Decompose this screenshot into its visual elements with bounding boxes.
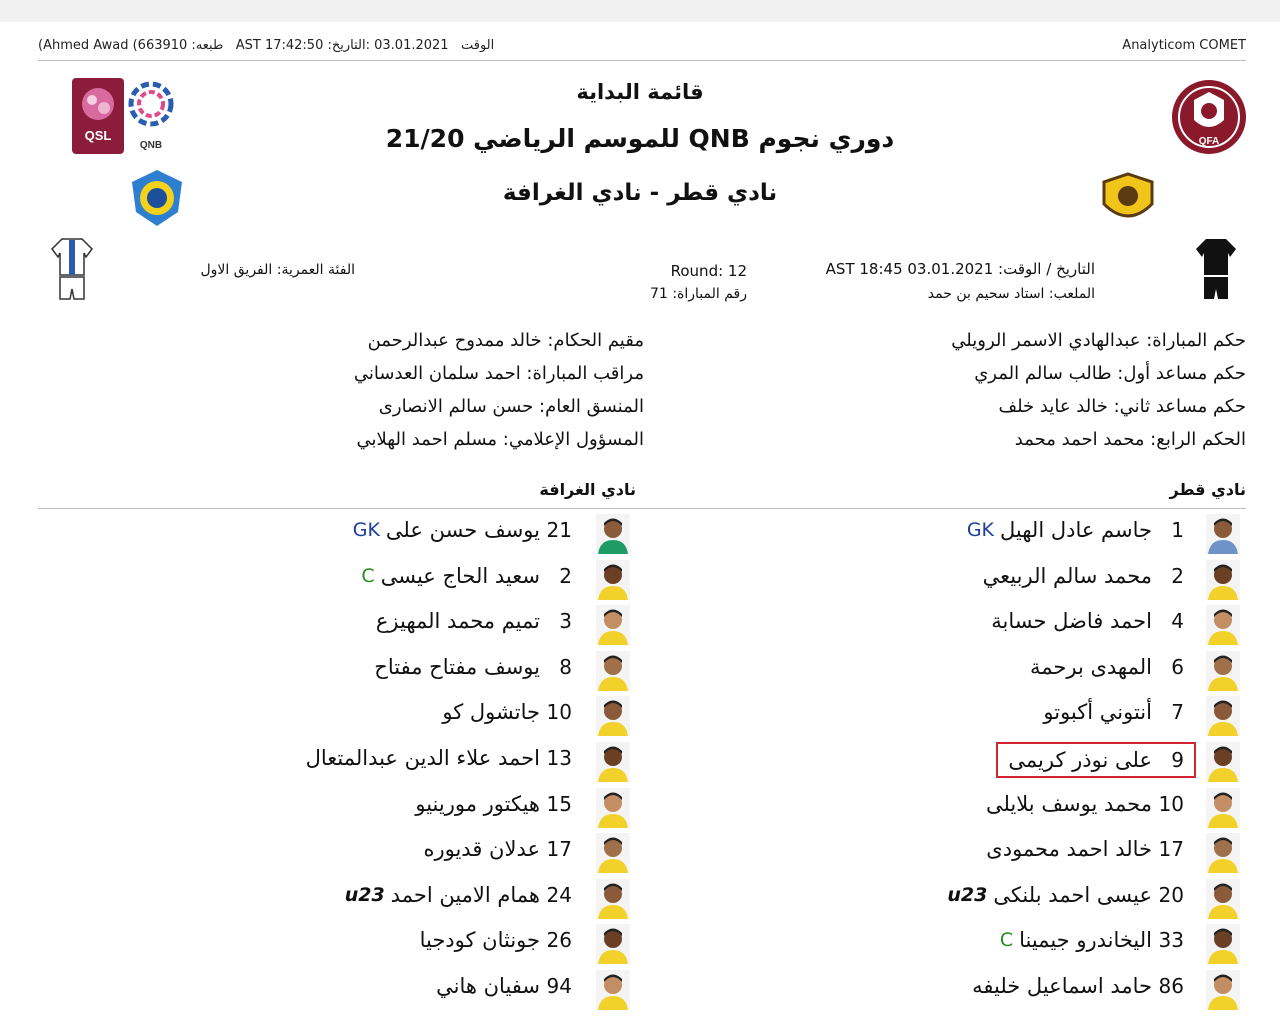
age-group: الفئة العمرية: الفريق الاول xyxy=(200,262,355,278)
player-name: المهدى برحمة xyxy=(1029,654,1152,679)
player-row xyxy=(345,883,572,907)
player-name: يوسف مفتاح مفتاح xyxy=(374,654,540,679)
player-photo xyxy=(596,605,630,645)
player-photo xyxy=(1206,924,1240,964)
player-number: 10 xyxy=(546,700,572,725)
player-name: تميم محمد المهيزع xyxy=(375,609,540,634)
printed-by: (Ahmed Awad (663910 :طبعه xyxy=(38,38,224,53)
player-photo xyxy=(596,924,630,964)
player-photo xyxy=(596,833,630,873)
player-row xyxy=(972,974,1184,998)
player-number: 13 xyxy=(546,746,572,770)
player-number: 8 xyxy=(559,654,572,679)
player-photo xyxy=(1206,696,1240,736)
official-line: الحكم الرابع: محمد احمد محمد xyxy=(1014,429,1246,450)
player-row xyxy=(986,792,1184,816)
official-line: مراقب المباراة: احمد سلمان العدساني xyxy=(353,363,644,384)
player-row xyxy=(442,700,572,724)
player-name: جونثان كودجيا xyxy=(419,928,540,953)
officials-right xyxy=(951,330,1246,462)
official-line: المسؤول الإعلامي: مسلم احمد الهلابي xyxy=(356,429,644,450)
highlighted-player-row xyxy=(996,742,1196,778)
player-name: خالد احمد محمودى xyxy=(986,837,1152,862)
player-number: 33 xyxy=(1158,928,1184,953)
player-number: 24 xyxy=(546,882,572,907)
player-name: هيكتور مورينيو xyxy=(415,791,540,816)
player-name: سعيد الحاج عيسى xyxy=(380,563,540,588)
player-photo xyxy=(1206,514,1240,554)
player-photo xyxy=(596,879,630,919)
header-divider xyxy=(38,60,1246,61)
player-row xyxy=(1030,655,1184,679)
player-photo xyxy=(596,514,630,554)
player-name: جاتشول كو xyxy=(442,700,540,725)
player-number: 3 xyxy=(559,609,572,634)
player-row xyxy=(1000,928,1184,952)
player-photo xyxy=(1206,560,1240,600)
player-row xyxy=(991,609,1184,633)
list-title: قائمة البداية xyxy=(576,80,704,104)
player-photo xyxy=(1206,788,1240,828)
player-name: عيسى احمد بلنكى xyxy=(993,882,1152,907)
player-photo xyxy=(596,651,630,691)
player-photo xyxy=(1206,833,1240,873)
print-info xyxy=(38,38,494,53)
brand-name: Analyticom COMET xyxy=(1122,38,1246,53)
player-name: أنتوني أكبوتو xyxy=(1043,700,1152,725)
player-number: 20 xyxy=(1158,882,1184,907)
player-row xyxy=(415,792,572,816)
player-row xyxy=(361,564,572,588)
player-number: 6 xyxy=(1171,654,1184,679)
player-photo xyxy=(1206,970,1240,1010)
player-name: حامد اسماعيل خليفه xyxy=(972,974,1152,998)
teams-divider xyxy=(38,508,1246,509)
player-row xyxy=(986,837,1184,861)
player-photo xyxy=(596,742,630,782)
captain-tag: C xyxy=(361,564,375,587)
match-round: Round: 12 xyxy=(670,262,747,280)
league-title: دوري نجوم QNB للموسم الرياضي 21/20 xyxy=(385,124,895,153)
match-number: رقم المباراة: 71 xyxy=(650,286,747,302)
goalkeeper-tag: GK xyxy=(966,519,994,541)
player-row xyxy=(306,746,572,770)
match-sheet xyxy=(0,22,1280,1024)
player-row xyxy=(423,837,572,861)
u23-tag: u23 xyxy=(947,883,988,906)
player-number: 7 xyxy=(1171,700,1184,725)
player-name: محمد سالم الربيعي xyxy=(982,563,1152,588)
player-row xyxy=(374,655,572,679)
captain-tag: C xyxy=(999,929,1014,952)
player-number: 94 xyxy=(546,974,572,998)
player-photo xyxy=(596,970,630,1010)
official-line: مقيم الحكام: خالد ممدوح عبدالرحمن xyxy=(367,330,644,351)
player-name: يوسف حسن على xyxy=(385,518,540,542)
player-row xyxy=(947,883,1184,907)
print-date: 03.01.2021 :التاريخ xyxy=(331,38,449,53)
player-number: 1 xyxy=(1171,518,1184,542)
match-stadium: الملعب: استاد سحيم بن حمد xyxy=(927,286,1095,302)
official-line: حكم مساعد أول: طالب سالم المري xyxy=(974,363,1246,384)
officials-left xyxy=(354,330,644,462)
player-number: 10 xyxy=(1158,791,1184,816)
player-name: سفيان هاني xyxy=(436,974,540,998)
player-row xyxy=(983,564,1184,588)
player-name: اليخاندرو جيمينا xyxy=(1019,928,1152,953)
player-name: همام الامين احمد xyxy=(390,882,540,907)
u23-tag: u23 xyxy=(344,883,385,906)
player-name: على نوذر كريمى xyxy=(1008,748,1152,772)
player-number: 17 xyxy=(546,837,572,862)
player-photo xyxy=(596,788,630,828)
match-title: نادي قطر - نادي الغرافة xyxy=(502,180,778,206)
player-number: 2 xyxy=(1171,563,1184,588)
player-number: 21 xyxy=(546,518,572,542)
home-team-header: نادي قطر xyxy=(1169,480,1246,499)
qsl-text: QSL xyxy=(84,128,112,143)
player-number: 26 xyxy=(546,928,572,953)
player-photo xyxy=(1206,742,1240,782)
player-name: احمد فاضل حسابة xyxy=(991,609,1152,634)
player-name: محمد يوسف بلايلى xyxy=(985,791,1152,816)
player-row xyxy=(353,518,572,542)
player-photo xyxy=(596,560,630,600)
player-number: 2 xyxy=(559,563,572,588)
player-photo xyxy=(1206,605,1240,645)
player-number: 4 xyxy=(1171,609,1184,634)
qfa-text: QFA xyxy=(1198,136,1220,147)
player-name: جاسم عادل الهيل xyxy=(1000,518,1152,542)
print-time: AST 17:42:50 :الوقت xyxy=(235,38,495,53)
official-line: حكم مساعد ثاني: خالد عايد خلف xyxy=(998,396,1246,417)
home-kit-icon xyxy=(1194,237,1238,305)
qnb-text: QNB xyxy=(139,140,163,151)
player-number: 86 xyxy=(1158,974,1184,998)
player-row xyxy=(436,974,572,998)
player-row xyxy=(967,518,1184,542)
away-kit-icon xyxy=(50,237,94,305)
player-photo xyxy=(596,696,630,736)
player-name: احمد علاء الدين عبدالمتعال xyxy=(305,746,540,770)
player-photo xyxy=(1206,879,1240,919)
goalkeeper-tag: GK xyxy=(352,519,380,541)
match-datetime: التاريخ / الوقت: AST 18:45 03.01.2021 xyxy=(825,260,1095,278)
player-row xyxy=(376,609,572,633)
player-row xyxy=(1043,700,1184,724)
player-number: 9 xyxy=(1171,748,1184,772)
away-team-header: نادي الغرافة xyxy=(539,480,636,499)
official-line: المنسق العام: حسن سالم الانصارى xyxy=(378,396,644,417)
player-number: 15 xyxy=(546,791,572,816)
official-line: حكم المباراة: عبدالهادي الاسمر الرويلي xyxy=(951,330,1246,351)
player-number: 17 xyxy=(1158,837,1184,862)
player-row xyxy=(420,928,572,952)
player-name: عدلان قديوره xyxy=(423,837,540,862)
player-photo xyxy=(1206,651,1240,691)
